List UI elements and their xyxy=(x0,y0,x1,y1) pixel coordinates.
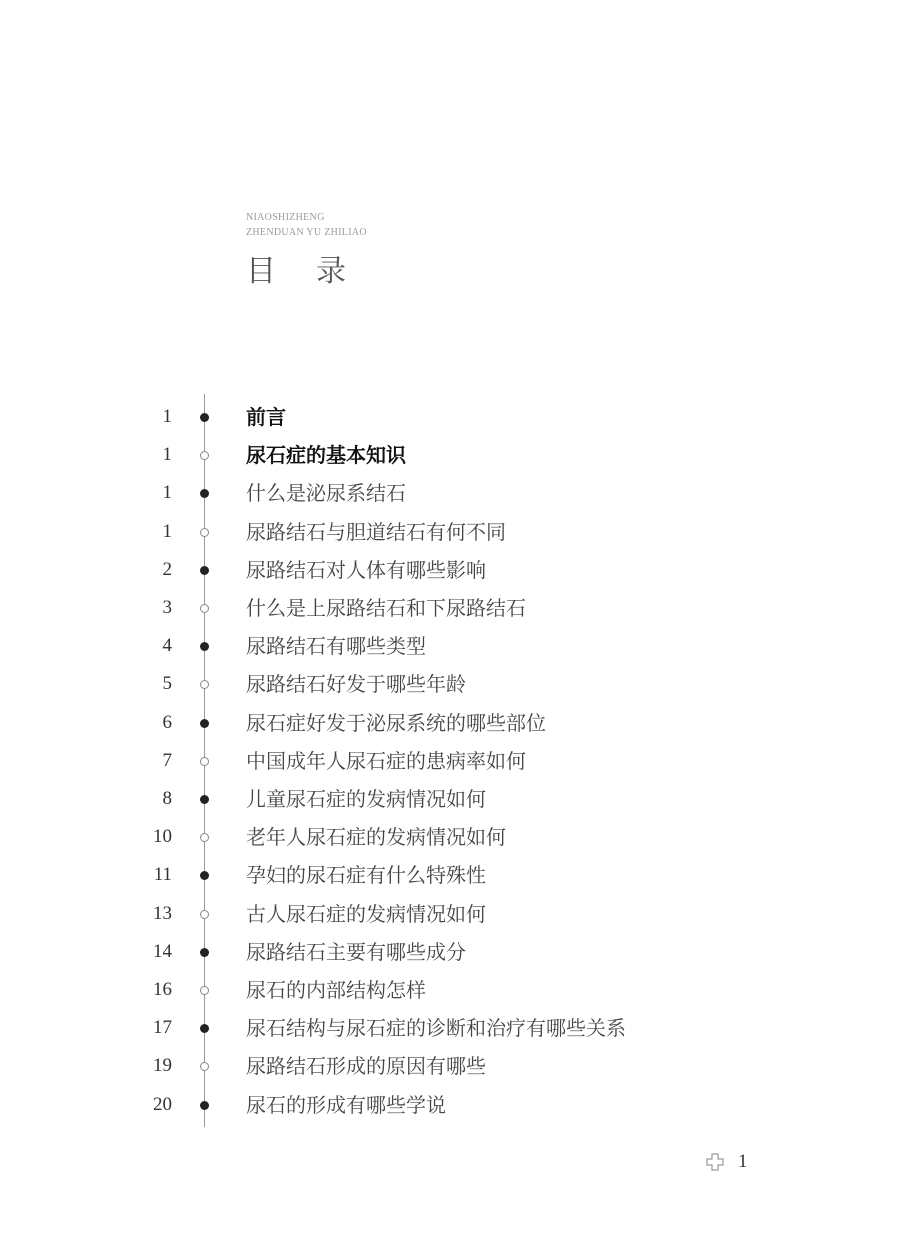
book-subtitle-line2: ZHENDUAN YU ZHILIAO xyxy=(246,227,367,238)
toc-entry-page: 2 xyxy=(162,558,172,580)
toc-entry-page: 17 xyxy=(153,1017,172,1039)
toc-entry-title: 儿童尿石症的发病情况如何 xyxy=(246,787,486,811)
toc-entry-page: 10 xyxy=(153,826,172,848)
toc-entry[interactable] xyxy=(0,704,900,742)
toc-entry-page: 8 xyxy=(162,788,172,809)
toc-entry-title: 古人尿石症的发病情况如何 xyxy=(246,901,486,926)
toc-entry-page: 1 xyxy=(162,482,172,504)
hollow-dot-icon xyxy=(200,680,209,689)
page-title: 目录 xyxy=(246,254,386,289)
hollow-dot-icon xyxy=(200,910,209,919)
toc-entry-page: 19 xyxy=(153,1055,172,1077)
filled-dot-icon xyxy=(200,413,209,422)
toc-entry[interactable] xyxy=(0,398,900,436)
toc-entry-title: 尿石的形成有哪些学说 xyxy=(246,1092,446,1117)
hollow-dot-icon xyxy=(200,986,209,995)
toc-entry-title: 什么是泌尿系结石 xyxy=(246,481,406,506)
toc-entry[interactable] xyxy=(0,895,900,933)
toc-entry-page: 14 xyxy=(153,940,172,962)
toc-entry-title: 什么是上尿路结石和下尿路结石 xyxy=(246,596,526,620)
toc-entry-page: 1 xyxy=(162,406,172,427)
toc-entry-title: 尿路结石有哪些类型 xyxy=(246,634,426,659)
hollow-dot-icon xyxy=(200,1062,209,1071)
toc-entry-title: 尿路结石与胆道结石有何不同 xyxy=(246,519,506,544)
toc-entry-page: 3 xyxy=(162,597,172,618)
toc-entry-title: 尿路结石形成的原因有哪些 xyxy=(246,1054,486,1079)
filled-dot-icon xyxy=(200,871,209,880)
toc-entry[interactable] xyxy=(0,780,900,818)
toc-entry[interactable] xyxy=(0,1009,900,1047)
toc-entry-page: 20 xyxy=(153,1093,172,1115)
toc-entry-title: 孕妇的尿石症有什么特殊性 xyxy=(246,863,486,888)
toc-entry-title: 尿石的内部结构怎样 xyxy=(246,978,426,1002)
toc-entry[interactable] xyxy=(0,589,900,627)
toc-entry[interactable] xyxy=(0,971,900,1009)
toc-entry-title: 中国成年人尿石症的患病率如何 xyxy=(246,748,526,773)
filled-dot-icon xyxy=(200,1024,209,1033)
toc-entry-page: 5 xyxy=(162,673,172,695)
toc-entry-title: 尿路结石好发于哪些年龄 xyxy=(246,672,466,697)
toc-entry-page: 4 xyxy=(162,635,172,657)
toc-entry[interactable] xyxy=(0,933,900,971)
toc-entry-page: 6 xyxy=(162,711,172,733)
toc-entry-title: 尿石症的基本知识 xyxy=(246,443,406,468)
toc-entry-title: 尿路结石主要有哪些成分 xyxy=(246,939,466,964)
filled-dot-icon xyxy=(200,795,209,804)
toc-entry-page: 11 xyxy=(153,864,172,886)
hollow-dot-icon xyxy=(200,833,209,842)
hollow-dot-icon xyxy=(200,451,209,460)
toc-entry[interactable] xyxy=(0,818,900,856)
toc-entry-page: 1 xyxy=(162,444,172,466)
filled-dot-icon xyxy=(200,642,209,651)
hollow-dot-icon xyxy=(200,757,209,766)
toc-entry-title: 前言 xyxy=(246,405,286,429)
toc-entry[interactable] xyxy=(0,551,900,589)
hollow-dot-icon xyxy=(200,528,209,537)
filled-dot-icon xyxy=(200,719,209,728)
toc-entry[interactable] xyxy=(0,856,900,894)
toc-entry[interactable] xyxy=(0,665,900,703)
toc-entry[interactable] xyxy=(0,742,900,780)
toc-entry-title: 尿路结石对人体有哪些影响 xyxy=(246,557,486,582)
toc-entry[interactable] xyxy=(0,627,900,665)
toc-entry-page: 7 xyxy=(162,749,172,771)
toc-entry-page: 16 xyxy=(153,979,172,1000)
toc-entry[interactable] xyxy=(0,1047,900,1085)
toc-entry-page: 1 xyxy=(162,520,172,542)
toc-entry[interactable] xyxy=(0,513,900,551)
toc-entry[interactable] xyxy=(0,1086,900,1124)
filled-dot-icon xyxy=(200,948,209,957)
toc-entry[interactable] xyxy=(0,474,900,512)
book-subtitle-line1: NIAOSHIZHENG xyxy=(246,212,325,223)
toc-entry-title: 尿石结构与尿石症的诊断和治疗有哪些关系 xyxy=(246,1016,626,1041)
toc-entry[interactable] xyxy=(0,436,900,474)
filled-dot-icon xyxy=(200,489,209,498)
hollow-dot-icon xyxy=(200,604,209,613)
toc-entry-title: 尿石症好发于泌尿系统的哪些部位 xyxy=(246,710,546,735)
medical-cross-icon xyxy=(706,1153,724,1171)
filled-dot-icon xyxy=(200,566,209,575)
toc-entry-page: 13 xyxy=(153,902,172,924)
page-number: 1 xyxy=(738,1151,748,1172)
toc-entry-title: 老年人尿石症的发病情况如何 xyxy=(246,825,506,850)
filled-dot-icon xyxy=(200,1101,209,1110)
